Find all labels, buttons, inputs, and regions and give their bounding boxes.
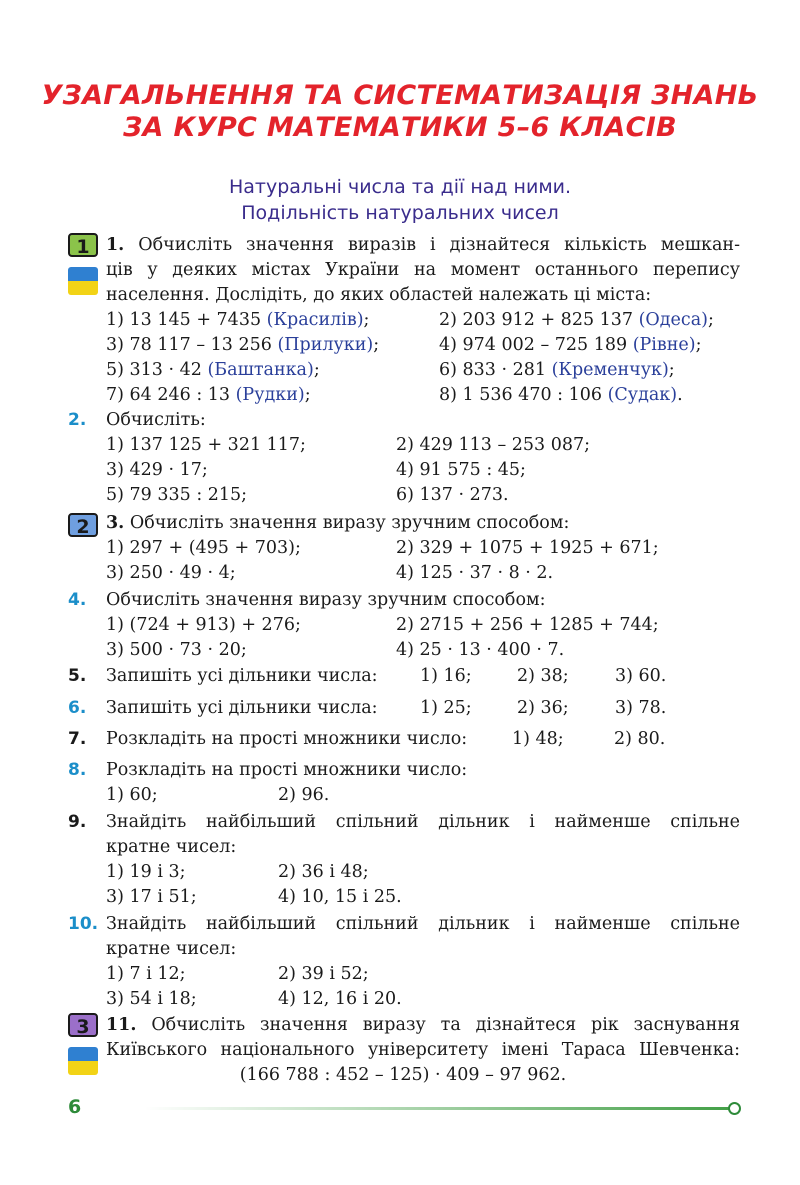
task-1-item: 8) 1 536 470 : 106 (Судак). — [439, 385, 683, 405]
task-1-line-1: 1. Обчисліть значення виразів і дізнайтеся кількість мешкан- — [106, 235, 740, 255]
task-10-item: 1) 7 і 12; — [106, 964, 186, 984]
task-1-item: 3) 78 117 – 13 256 (Прилуки); — [106, 335, 380, 355]
task-9-item: 1) 19 і 3; — [106, 862, 186, 882]
task-4-item: 1) (724 + 913) + 276; — [106, 615, 301, 635]
task-10: 10. Знайдіть найбільший спільний дільник і найменше спільне кратне чисел: 1) 7 і 12; 2) 39 і 52; 3) 54 і 18; 4) 12, 16 і 20. — [68, 912, 740, 1012]
task-10-item: 4) 12, 16 і 20. — [278, 989, 402, 1009]
task-1-line-2: ців у деяких містах України на момент останнього перепису — [106, 260, 740, 280]
task-8-item: 2) 96. — [278, 785, 330, 805]
task-4: 4. Обчисліть значення виразу зручним способом: 1) (724 + 913) + 276; 2) 2715 + 256 + 1285 + 744; 3) 500 · 73 · 20; 4) 25 · 13 · 400 · 7. — [68, 588, 740, 663]
task-1-item: 4) 974 002 – 725 189 (Рівне); — [439, 335, 702, 355]
task-3-item: 3) 250 · 49 · 4; — [106, 563, 236, 583]
task-4-item: 2) 2715 + 256 + 1285 + 744; — [396, 615, 659, 635]
task-5: 5. Запишіть усі дільники числа: 1) 16; 2) 38; 3) 60. — [68, 664, 740, 689]
task-4-item: 4) 25 · 13 · 400 · 7. — [396, 640, 565, 660]
task-1-items — [106, 308, 740, 408]
task-7: 7. Розкладіть на прості множники число: 1) 48; 2) 80. — [68, 727, 740, 752]
title-line-1: УЗАГАЛЬНЕННЯ ТА СИСТЕМАТИЗАЦІЯ ЗНАНЬ — [41, 80, 759, 111]
task-2-item: 3) 429 · 17; — [106, 460, 208, 480]
task-3-item: 2) 329 + 1075 + 1925 + 671; — [396, 538, 659, 558]
task-11: 11. Обчисліть значення виразу та дізнайтеся рік заснування Київського національного університету імені Тараса Шевченка: (166 788 : 452 – 125) · 409 – 97 962. — [68, 1013, 740, 1088]
task-1-item: 1) 13 145 + 7435 (Красилів); — [106, 310, 370, 330]
task-9-item: 4) 10, 15 і 25. — [278, 887, 402, 907]
task-2-item: 4) 91 575 : 45; — [396, 460, 526, 480]
task-4-items — [68, 613, 740, 663]
task-6: 6. Запишіть усі дільники числа: 1) 25; 2) 36; 3) 78. — [68, 696, 740, 721]
task-1 — [68, 233, 740, 408]
task-2-item: 5) 79 335 : 215; — [106, 485, 248, 505]
subtitle-line-2: Подільність натуральних чисел — [241, 202, 559, 224]
task-1-item: 7) 64 246 : 13 (Рудки); — [106, 385, 311, 405]
task-number: 5. — [68, 666, 87, 686]
task-3-item: 1) 297 + (495 + 703); — [106, 538, 301, 558]
task-3-item: 4) 125 · 37 · 8 · 2. — [396, 563, 554, 583]
page-number: 6 — [68, 1096, 82, 1118]
task-1-item: 5) 313 · 42 (Баштанка); — [106, 360, 320, 380]
task-9-item: 3) 17 і 51; — [106, 887, 197, 907]
task-1-line-3: населення. Дослідіть, до яких областей належать ці міста: — [106, 285, 652, 305]
task-1-item: 2) 203 912 + 825 137 (Одеса); — [439, 310, 714, 330]
task-2-item: 2) 429 113 – 253 087; — [396, 435, 591, 455]
task-number: 9. — [68, 812, 87, 832]
task-number: 10. — [68, 914, 99, 934]
level-1-badge: 1 — [68, 233, 98, 257]
task-10-item: 2) 39 і 52; — [278, 964, 369, 984]
task-number: 4. — [68, 590, 87, 610]
task-3-items — [106, 536, 740, 586]
footer-dot-icon — [728, 1102, 741, 1115]
task-3: 3. Обчисліть значення виразу зручним способом: 1) 297 + (495 + 703); 2) 329 + 1075 + 1925 + 671; 3) 250 · 49 · 4; 4) 125 · 37 · 8 · 2. — [68, 511, 740, 586]
task-11-expression: (166 788 : 452 – 125) · 409 – 97 962. — [239, 1065, 567, 1085]
task-9-item: 2) 36 і 48; — [278, 862, 369, 882]
page-title — [0, 80, 800, 144]
task-2-item: 1) 137 125 + 321 117; — [106, 435, 306, 455]
footer-divider — [145, 1107, 730, 1110]
task-10-item: 3) 54 і 18; — [106, 989, 197, 1009]
level-3-badge: 3 — [68, 1013, 98, 1037]
section-subtitle — [0, 174, 800, 226]
task-2-item: 6) 137 · 273. — [396, 485, 509, 505]
task-4-item: 3) 500 · 73 · 20; — [106, 640, 247, 660]
task-number: 6. — [68, 698, 87, 718]
task-8-item: 1) 60; — [106, 785, 158, 805]
level-2-badge: 2 — [68, 513, 98, 537]
task-2-items — [68, 433, 740, 508]
subtitle-line-1: Натуральні числа та дії над ними. — [228, 176, 572, 198]
task-9: 9. Знайдіть найбільший спільний дільник і найменше спільне кратне чисел: 1) 19 і 3; 2) 36 і 48; 3) 17 і 51; 4) 10, 15 і 25. — [68, 810, 740, 910]
task-2: 2. Обчисліть: 1) 137 125 + 321 117; 2) 429 113 – 253 087; 3) 429 · 17; 4) 91 575 : 45; 5) 79 335 : 215; 6) 137 · 273. — [68, 408, 740, 508]
task-1-item: 6) 833 · 281 (Кременчук); — [439, 360, 675, 380]
task-number: 8. — [68, 760, 87, 780]
task-number: 7. — [68, 729, 87, 749]
task-8: 8. Розкладіть на прості множники число: 1) 60; 2) 96. — [68, 758, 740, 808]
task-number: 2. — [68, 410, 87, 430]
title-line-2: ЗА КУРС МАТЕМАТИКИ 5–6 КЛАСІВ — [123, 112, 677, 143]
